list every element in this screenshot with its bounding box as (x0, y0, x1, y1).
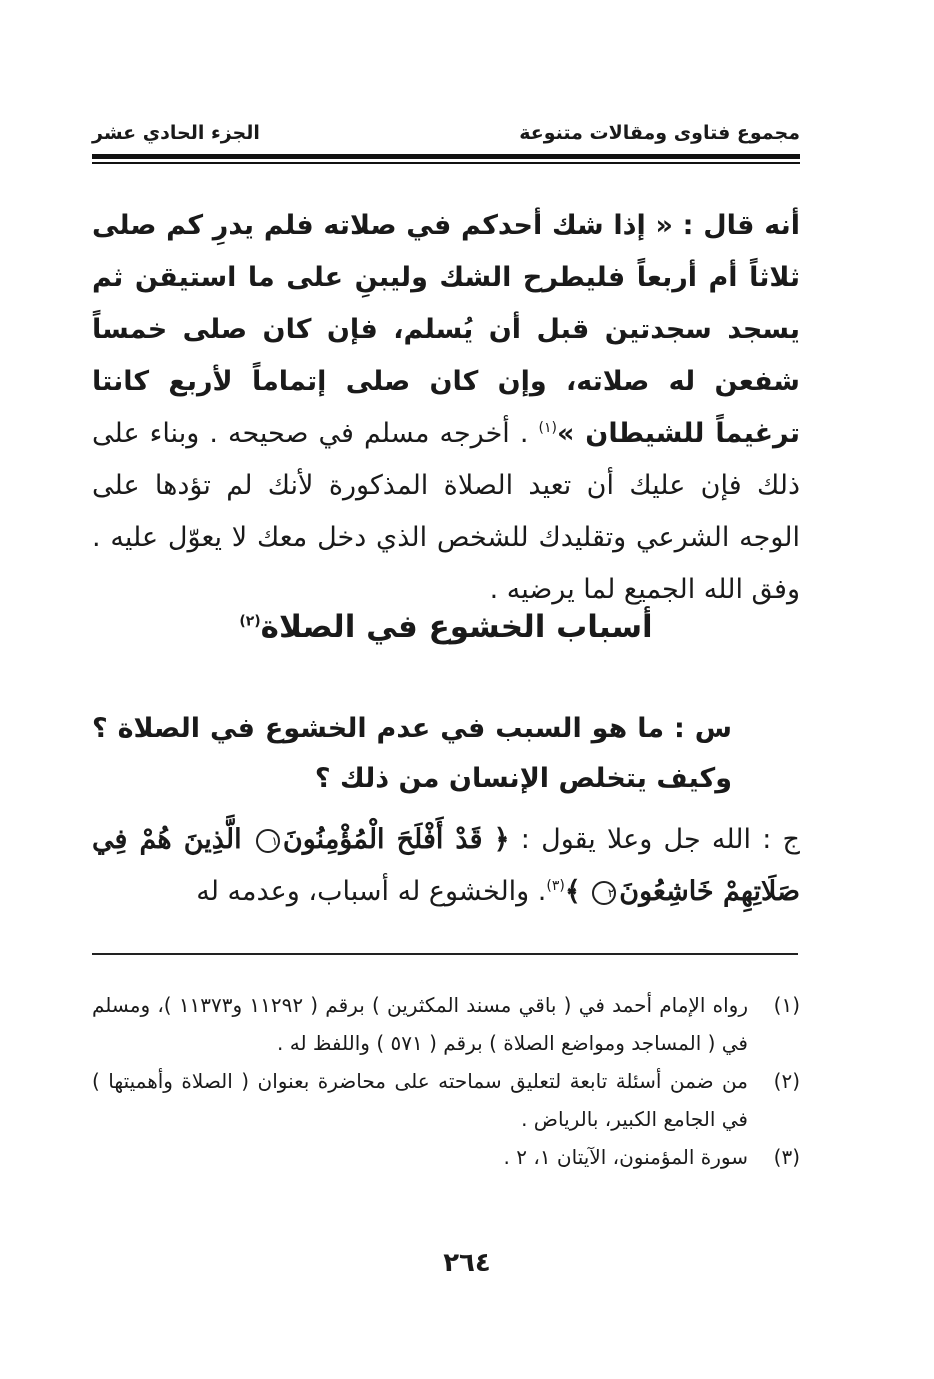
footnote-number: (١) (773, 993, 800, 1017)
header-rule-thick (92, 154, 800, 159)
footnote-number: (٢) (773, 1069, 800, 1093)
question-text: س : ما هو السبب في عدم الخشوع في الصلاة ؟ وكيف يتخلص الإنسان من ذلك ؟ (92, 713, 732, 794)
ayah-number-1: ١ (256, 829, 280, 853)
hadith-quote: أنه قال : « إذا شك أحدكم في صلاته فلم يدرِ كم صلى ثلاثاً أم أربعاً فليطرح الشك وليبنِ على ما استيقن ثم يسجد سجدتين قبل أن يُسلم، فإن كان صلى خمساً شفعن له صلاته، وإن كان صلى إتماماً لأربع كانتا ترغيماً للشيطان » (92, 210, 800, 449)
section-heading (92, 602, 800, 652)
paragraph-continuation: . أخرجه مسلم في صحيحه . وبناء على ذلك فإن عليك أن تعيد الصلاة المذكورة لأنك لم تؤدها على الوجه الشرعي وتقليدك للشخص الذي دخل معك لا يعوّل عليه . وفق الله الجميع لما يرضيه . (92, 418, 800, 605)
quran-verse-1: قَدْ أَفْلَحَ الْمُؤْمِنُونَ (282, 824, 483, 855)
book-title: مجموع فتاوى ومقالات متنوعة (519, 122, 800, 144)
running-header (92, 118, 800, 154)
footnote-ref-1: (١) (538, 420, 557, 436)
footnote-3 (92, 1138, 800, 1176)
question-block (92, 704, 732, 804)
ayah-number-2: ٢ (592, 881, 616, 905)
section-title: أسباب الخشوع في الصلاة (260, 609, 653, 645)
header-rule-thin (92, 162, 800, 164)
footnotes (92, 986, 800, 1176)
footnote-ref-2: (٢) (239, 613, 261, 630)
footnote-1 (92, 986, 800, 1062)
volume-part: الجزء الحادي عشر (92, 122, 260, 144)
footnote-separator (92, 953, 798, 955)
quran-verse-2: الَّذِينَ هُمْ فِي صَلَاتِهِمْ خَاشِعُونَ (92, 824, 800, 907)
page-number: ٢٦٤ (443, 1248, 491, 1278)
footnote-number: (٣) (773, 1145, 800, 1169)
footnote-2 (92, 1062, 800, 1138)
answer-intro: ج : الله جل وعلا يقول : (520, 824, 800, 855)
footnote-text: من ضمن أسئلة تابعة لتعليق سماحته على محاضرة بعنوان ( الصلاة وأهميتها ) في الجامع الكبير، بالرياض . (92, 1069, 748, 1131)
quran-open-bracket: ﴿ (493, 824, 510, 855)
footnote-ref-3: (٣) (546, 878, 565, 894)
body-paragraph (92, 200, 800, 616)
footnote-text: سورة المؤمنون، الآيتان ١، ٢ . (503, 1145, 748, 1169)
footnote-text: رواه الإمام أحمد في ( باقي مسند المكثرين ) برقم ( ١١٢٩٢ و١١٣٧٣ )، ومسلم في ( المساجد ومواضع الصلاة ) برقم ( ٥٧١ ) واللفظ له . (92, 993, 749, 1055)
answer-block (92, 814, 800, 918)
answer-continuation: . والخشوع له أسباب، وعدمه له (196, 876, 547, 907)
quran-close-bracket: ﴾ (564, 876, 581, 907)
